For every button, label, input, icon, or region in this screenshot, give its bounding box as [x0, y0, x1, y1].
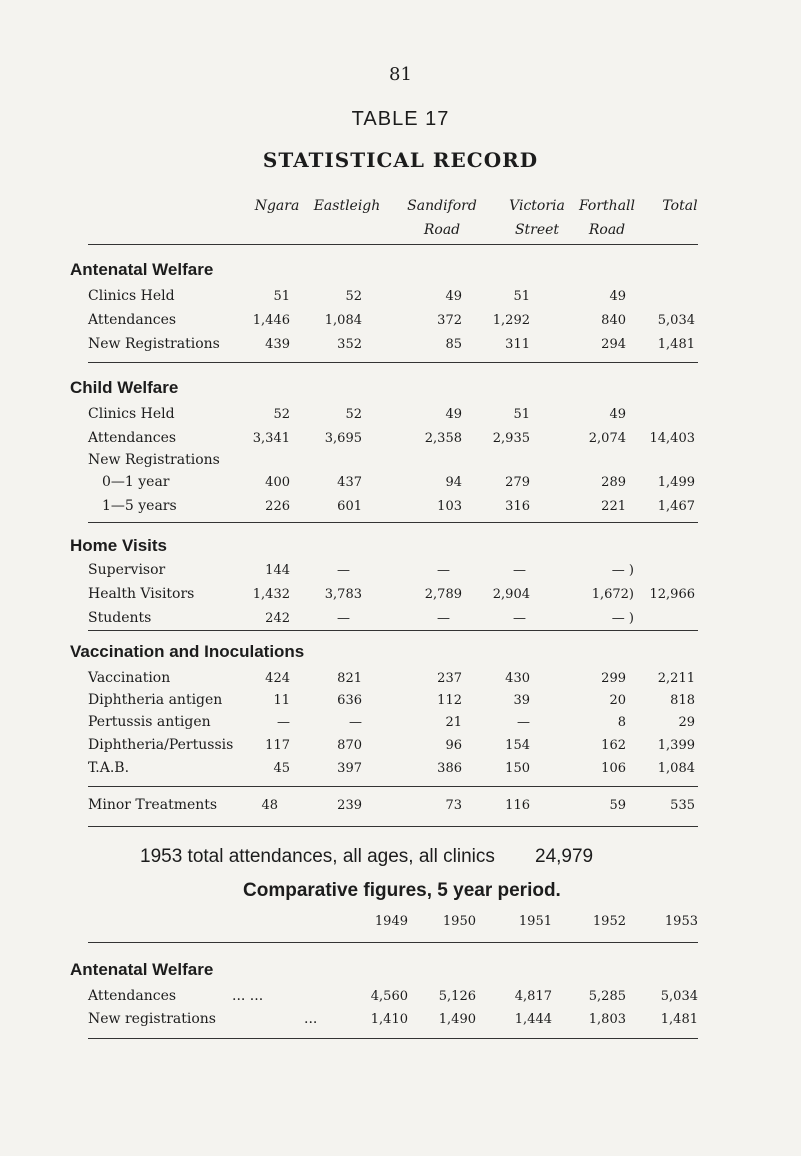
- cell: 601: [337, 499, 362, 514]
- row-label: Supervisor: [88, 562, 166, 578]
- cell: —: [513, 563, 526, 578]
- cell: 51: [273, 289, 290, 304]
- row-label: Vaccination: [88, 670, 171, 686]
- column-head-victoria: Victoria: [509, 198, 565, 214]
- cell: 221: [601, 499, 626, 514]
- year-head: 1953: [664, 914, 698, 929]
- cell: 144: [265, 563, 290, 578]
- row-label: Clinics Held: [88, 288, 175, 304]
- cell: 2,074: [588, 431, 626, 446]
- cell: 2,789: [424, 587, 462, 602]
- year-head: 1952: [592, 914, 626, 929]
- cell: 49: [445, 407, 462, 422]
- cell: 112: [437, 693, 462, 708]
- cell: 4,560: [370, 989, 408, 1004]
- cell: —: [349, 715, 362, 730]
- cell: 535: [670, 798, 695, 813]
- cell: 397: [337, 761, 362, 776]
- divider: [88, 942, 698, 943]
- cell: 52: [345, 407, 362, 422]
- cell: 1,481: [660, 1012, 698, 1027]
- cell: 316: [505, 499, 530, 514]
- cell: 1,490: [438, 1012, 476, 1027]
- cell: —: [437, 611, 450, 626]
- divider: [88, 630, 698, 631]
- total-attendances-text: 1953 total attendances, all ages, all clinics: [140, 846, 495, 867]
- cell: 49: [445, 289, 462, 304]
- cell: 3,783: [324, 587, 362, 602]
- cell: 150: [505, 761, 530, 776]
- year-head: 1950: [442, 914, 476, 929]
- row-label: Diphtheria/Pertussis: [88, 737, 234, 753]
- cell: 1,672): [591, 587, 634, 602]
- row-label: T.A.B.: [88, 760, 130, 776]
- cell: 239: [337, 798, 362, 813]
- row-label: Students: [88, 610, 152, 626]
- cell: 52: [273, 407, 290, 422]
- cell: 5,126: [438, 989, 476, 1004]
- column-head-victoria-2: Street: [514, 222, 560, 238]
- cell: 1,499: [657, 475, 695, 490]
- divider: [88, 786, 698, 787]
- cell: 51: [513, 407, 530, 422]
- cell: 52: [345, 289, 362, 304]
- comparative-section-heading: Antenatal Welfare: [70, 960, 214, 979]
- cell: —: [337, 563, 350, 578]
- cell: 1,399: [657, 738, 695, 753]
- divider: [88, 522, 698, 523]
- cell: —: [517, 715, 530, 730]
- cell: 821: [337, 671, 362, 686]
- divider: [88, 362, 698, 363]
- cell: 20: [609, 693, 626, 708]
- cell: — ): [611, 563, 634, 578]
- cell: 1,481: [657, 337, 695, 352]
- row-label: Minor Treatments: [88, 797, 218, 813]
- cell: 1,446: [252, 313, 290, 328]
- year-head: 1951: [518, 914, 552, 929]
- table-title: TABLE 17: [351, 108, 450, 130]
- column-head-ngara: Ngara: [254, 198, 300, 214]
- cell: 1,084: [324, 313, 362, 328]
- cell: —: [513, 611, 526, 626]
- cell: 162: [601, 738, 626, 753]
- year-head: 1949: [374, 914, 408, 929]
- cell: 85: [445, 337, 462, 352]
- cell: 59: [609, 798, 626, 813]
- cell: 1,084: [657, 761, 695, 776]
- cell: 39: [513, 693, 530, 708]
- cell: 4,817: [514, 989, 552, 1004]
- page-number: 81: [389, 64, 412, 85]
- cell: 103: [437, 499, 462, 514]
- comparative-heading: Comparative figures, 5 year period.: [243, 880, 561, 901]
- cell: 818: [670, 693, 695, 708]
- cell: 48: [261, 798, 278, 813]
- cell: 386: [437, 761, 462, 776]
- page-subtitle: STATISTICAL RECORD: [262, 148, 539, 172]
- leader-dots: ...: [304, 1011, 318, 1027]
- row-label: New Registrations: [88, 336, 220, 352]
- row-label: 0—1 year: [102, 474, 170, 490]
- cell: 311: [505, 337, 530, 352]
- cell: 12,966: [649, 587, 695, 602]
- row-label: Diphtheria antigen: [88, 692, 223, 708]
- cell: 400: [265, 475, 290, 490]
- cell: 2,904: [492, 587, 530, 602]
- cell: 14,403: [649, 431, 695, 446]
- cell: 1,410: [370, 1012, 408, 1027]
- column-head-sandiford-2: Road: [423, 222, 461, 238]
- cell: 430: [505, 671, 530, 686]
- column-head-eastleigh: Eastleigh: [313, 198, 381, 214]
- column-head-forthall-2: Road: [588, 222, 626, 238]
- section-heading-antenatal: Antenatal Welfare: [70, 260, 214, 279]
- cell: 21: [445, 715, 462, 730]
- cell: 1,444: [514, 1012, 552, 1027]
- cell: 2,358: [424, 431, 462, 446]
- cell: 840: [601, 313, 626, 328]
- cell: 96: [445, 738, 462, 753]
- cell: 5,034: [657, 313, 695, 328]
- cell: 94: [445, 475, 462, 490]
- cell: 106: [601, 761, 626, 776]
- cell: 226: [265, 499, 290, 514]
- divider: [88, 1038, 698, 1039]
- cell: —: [277, 715, 290, 730]
- cell: 5,034: [660, 989, 698, 1004]
- cell: 5,285: [588, 989, 626, 1004]
- row-label: Attendances: [88, 312, 177, 328]
- cell: 49: [609, 407, 626, 422]
- cell: 3,695: [324, 431, 362, 446]
- cell: 51: [513, 289, 530, 304]
- cell: —: [337, 611, 350, 626]
- cell: 289: [601, 475, 626, 490]
- cell: 636: [337, 693, 362, 708]
- cell: —: [437, 563, 450, 578]
- cell: 1,467: [657, 499, 695, 514]
- cell: 424: [265, 671, 290, 686]
- row-label: Pertussis antigen: [88, 714, 211, 730]
- leader-dots: ... ...: [232, 988, 264, 1004]
- cell: 8: [617, 715, 626, 730]
- cell: 1,292: [492, 313, 530, 328]
- cell: 299: [601, 671, 626, 686]
- cell: 2,935: [492, 431, 530, 446]
- cell: 154: [505, 738, 530, 753]
- cell: 437: [337, 475, 362, 490]
- divider: [88, 826, 698, 827]
- cell: 372: [437, 313, 462, 328]
- cell: 237: [437, 671, 462, 686]
- section-heading-child: Child Welfare: [70, 378, 179, 397]
- cell: 439: [265, 337, 290, 352]
- divider: [88, 244, 698, 245]
- column-head-total: Total: [662, 198, 698, 214]
- column-head-forthall: Forthall: [578, 198, 635, 214]
- cell: 73: [445, 798, 462, 813]
- cell: 45: [273, 761, 290, 776]
- cell: 242: [265, 611, 290, 626]
- cell: 117: [265, 738, 290, 753]
- cell: 1,432: [252, 587, 290, 602]
- row-label: Clinics Held: [88, 406, 175, 422]
- cell: 279: [505, 475, 530, 490]
- cell: 49: [609, 289, 626, 304]
- cell: 1,803: [588, 1012, 626, 1027]
- row-label: 1—5 years: [102, 498, 177, 514]
- row-label: Attendances: [88, 988, 177, 1004]
- cell: 870: [337, 738, 362, 753]
- row-label: New registrations: [88, 1011, 216, 1027]
- row-label: Health Visitors: [88, 586, 195, 602]
- cell: 29: [678, 715, 695, 730]
- section-heading-vaccination: Vaccination and Inoculations: [70, 642, 305, 661]
- row-label: Attendances: [88, 430, 177, 446]
- cell: 2,211: [657, 671, 695, 686]
- cell: 116: [505, 798, 530, 813]
- cell: 3,341: [252, 431, 290, 446]
- cell: — ): [611, 611, 634, 626]
- cell: 294: [601, 337, 626, 352]
- section-heading-home: Home Visits: [70, 536, 168, 555]
- row-label: New Registrations: [88, 452, 220, 468]
- cell: 11: [273, 693, 290, 708]
- cell: 352: [337, 337, 362, 352]
- total-attendances-value: 24,979: [535, 846, 594, 867]
- column-head-sandiford: Sandiford: [407, 198, 477, 214]
